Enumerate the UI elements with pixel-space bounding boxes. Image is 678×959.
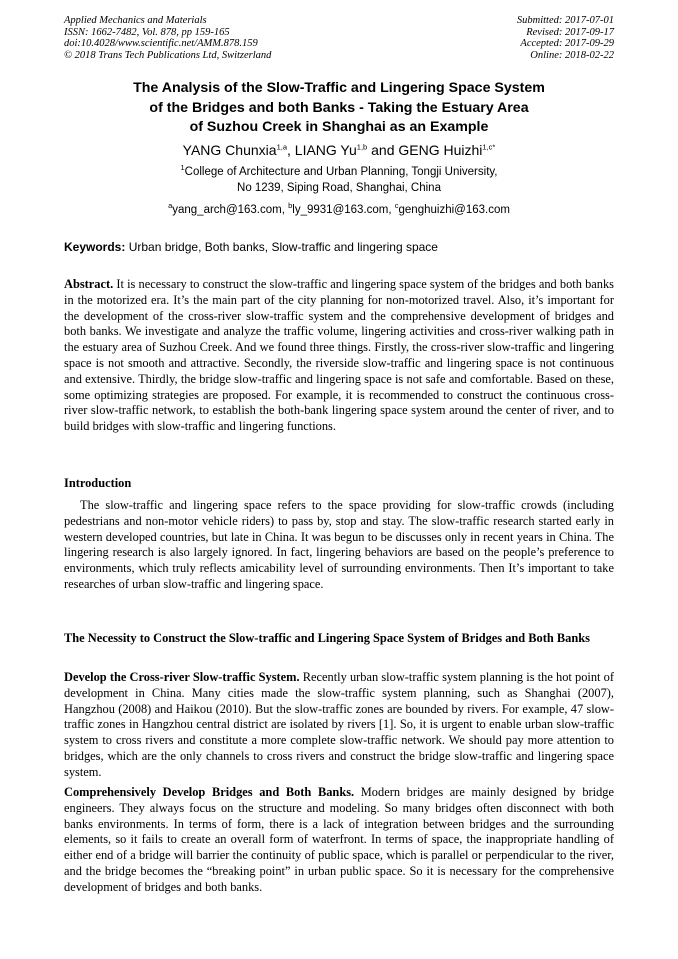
journal-header — [64, 15, 271, 61]
author-name: GENG Huizhi — [398, 141, 483, 158]
introduction-paragraph: The slow-traffic and lingering space refers to the space providing for slow-traffic crowds (including pedestrians and non-motor vehicle riders) to pass by, stop and stay. The slow-traffic research started early in western developed countries, but late in China. It was begun to be discusses only in recent years in China. The lingering research is also largely ignored. In fact, lingering behaviors are based on the people’s preference to environments, which truly reflects amicability level of surrounding environments. Then It’s important to take researches of urban slow-traffic and lingering space. — [64, 498, 614, 591]
keywords-label: Keywords: — [64, 240, 126, 254]
email-mark: b — [288, 200, 293, 210]
title-line: of Suzhou Creek in Shanghai as an Example — [189, 119, 489, 135]
cross-river-paragraph — [64, 670, 614, 781]
author-separator: and — [367, 141, 399, 158]
date-header — [517, 15, 614, 61]
email-mark: a — [168, 200, 173, 210]
abstract-text: It is necessary to construct the slow-traffic and lingering space system of the bridges and both banks in the motorized era. It’s the main part of the city planning for non-motorized travel. Also, it’s important for the development of the cross-river slow-traffic system and the comprehensive development of bridges and both banks. We investigate and analyze the traffic volume, lingering activities and cross-river walking path in the estuary area of Suzhou Creek. And we found three things. Firstly, the cross-river slow-traffic and lingering space is not smooth and attractive. Secondly, the riverside slow-traffic and lingering space is not continuous and extensive. Thirdly, the bridge slow-traffic and lingering space is not safe and comfortable. Based on these, some optimizing strategies are proposed. For example, it is recommended to construct the continuous cross-river slow-traffic network, to establish the both-bank lingering space system around the center of river, and to build bridges with slow-traffic and lingering functions. — [64, 277, 614, 434]
title-line: of the Bridges and both Banks - Taking the Estuary Area — [149, 99, 529, 116]
author-affiliation-mark: 1,b — [356, 141, 368, 151]
necessity-heading: The Necessity to Construct the Slow-traffic and Lingering Space System of Bridges and Both Banks — [64, 631, 590, 645]
journal-doi: doi:10.4028/www.scientific.net/AMM.878.159 — [64, 38, 258, 50]
date-online: Online: 2018-02-22 — [530, 49, 614, 61]
author-name: LIANG Yu — [294, 141, 357, 158]
affiliation-line: No 1239, Siping Road, Shanghai, China — [237, 181, 441, 194]
date-accepted: Accepted: 2017-09-29 — [520, 38, 614, 50]
date-submitted: Submitted: 2017-07-01 — [516, 15, 614, 26]
journal-name: Applied Mechanics and Materials — [64, 15, 207, 26]
paragraph-lead: Develop the Cross-river Slow-traffic System. — [64, 670, 300, 684]
email-address: genghuizhi@163.com — [398, 203, 510, 216]
abstract — [64, 277, 614, 435]
paragraph-text: Recently urban slow-traffic system planning is the hot point of development in China. Many cities made the slow-traffic system planning, such as Shanghai (2007), Hangzhou (2008) and Haikou (2010). But the slow-traffic zones are bounded by rivers. For example, 47 slow-traffic zones in Hangzhou central district are isolated by rivers [1]. So, it is urgent to enable urban slow-traffic system to cross rivers and constitute a more complete slow-traffic network. We should pay more attention to bridges, which are the only channels to cross rivers and construct the bridge slow-traffic and lingering space system. — [64, 670, 614, 779]
author-name: YANG Chunxia — [182, 141, 277, 158]
journal-copyright: © 2018 Trans Tech Publications Ltd, Switzerland — [64, 49, 272, 61]
author-affiliation-mark: 1,c* — [482, 141, 496, 151]
email-address: yang_arch@163.com, — [172, 203, 289, 216]
author-emails — [64, 202, 614, 218]
comprehensive-development-paragraph — [64, 785, 614, 896]
author-list — [64, 140, 614, 160]
author-separator: , — [287, 141, 295, 158]
affiliation — [64, 164, 614, 196]
keywords-text: Urban bridge, Both banks, Slow-traffic and lingering space — [125, 240, 438, 254]
keywords — [64, 239, 614, 255]
paper-title — [64, 79, 614, 138]
paragraph-text: Modern bridges are mainly designed by bridge engineers. They always focus on the structure and modeling. So many bridges often disconnect with both banks environments. In terms of form, there is a lack of integration between bridges and the surrounding elements, so it fails to create an overall form of waterfront. In terms of space, the inappropriate handling of either end of a bridge will barrier the continuity of public space, which is parallel or perpendicular to the river, and the bridge becomes the “breaking point” in urban public space. So it is necessary for the comprehensive development of bridges and both banks. — [64, 785, 614, 894]
author-affiliation-mark: 1,a — [276, 141, 287, 151]
title-block — [64, 79, 614, 218]
affiliation-mark: 1 — [180, 162, 185, 172]
introduction-heading: Introduction — [64, 476, 132, 490]
title-line: The Analysis of the Slow-Traffic and Lingering Space System — [133, 80, 545, 96]
email-mark: c — [394, 200, 399, 210]
paragraph-lead: Comprehensively Develop Bridges and Both Banks. — [64, 785, 355, 799]
email-address: ly_9931@163.com, — [292, 203, 395, 216]
abstract-label: Abstract. — [64, 277, 114, 291]
date-revised: Revised: 2017-09-17 — [526, 26, 614, 38]
journal-issn: ISSN: 1662-7482, Vol. 878, pp 159-165 — [64, 26, 230, 38]
affiliation-line: $^1$College of Architecture and Urban Planning, Tongji University, — [180, 162, 498, 178]
